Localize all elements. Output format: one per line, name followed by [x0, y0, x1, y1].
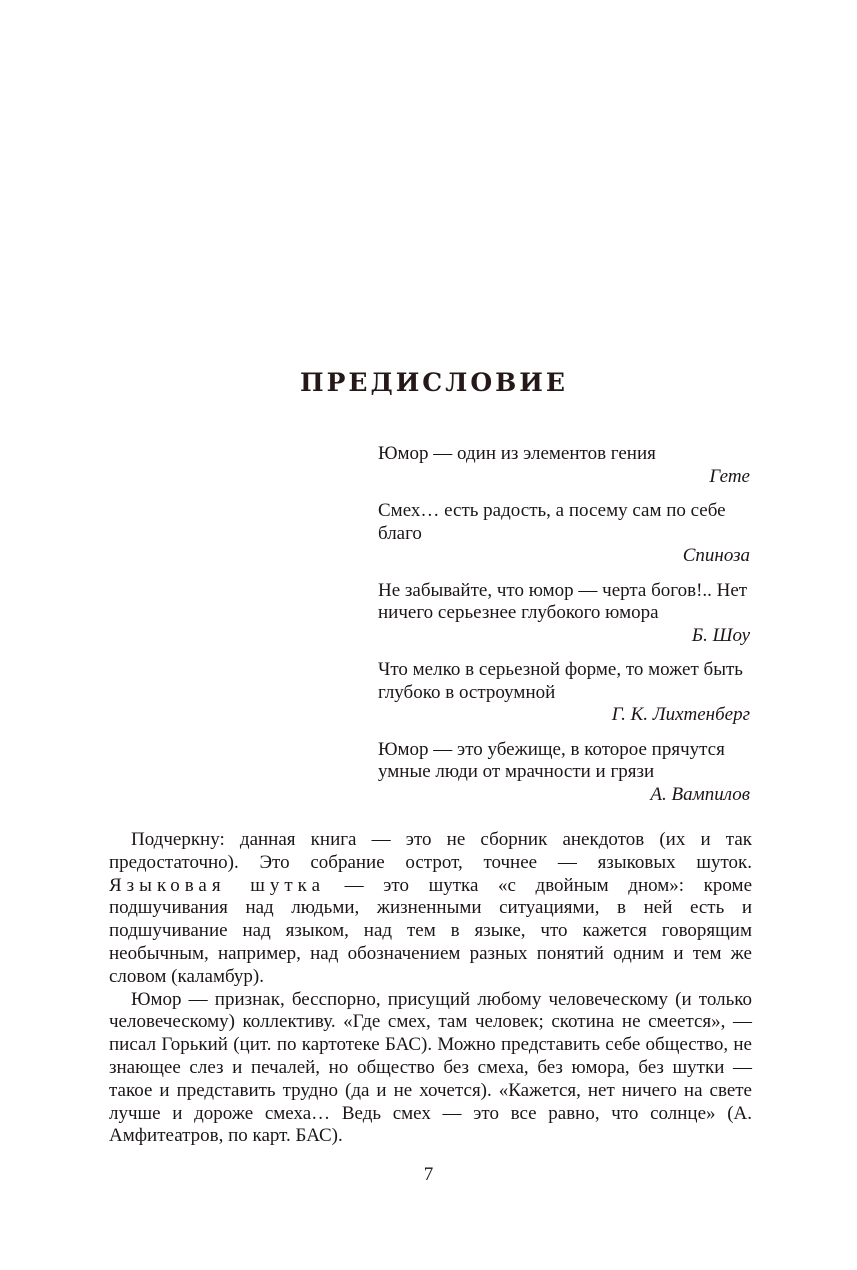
chapter-title: ПРЕДИСЛОВИЕ	[300, 368, 568, 397]
epigraph	[378, 659, 750, 727]
epigraph-author: Гете	[709, 465, 750, 487]
epigraph-author: Спиноза	[682, 545, 750, 566]
epigraph-quote: Что мелко в серьезной форме, то может быть глубоко в остроумной	[378, 659, 743, 703]
epigraph-quote: Юмор — это убежище, в которое прячутся умные люди от мрачности и грязи	[378, 738, 725, 782]
body-paragraph: Юмор — признак, бесспорно, присущий любому человеческому (и только человеческому) коллективу. «Где смех, там человек; скотина не смеется», — писал Горький (цит. по картотеке БАС). Можно представить себе общество, не знающее слез и печалей, но общество без смеха, без юмора, без шутки — такое и представить трудно (да и не хочется). «Кажется, нет ничего на свете лучше и дороже смеха… Ведь смех — это все равно, что солнце» (А. Амфитеатров, по карт. БАС).	[109, 988, 752, 1147]
epigraph-quote: Смех… есть радость, а посему сам по себе благо	[378, 500, 726, 544]
epigraph	[378, 580, 750, 648]
epigraph	[378, 500, 750, 568]
epigraph-author: Б. Шоу	[691, 624, 750, 646]
page-number: 7	[423, 1164, 434, 1185]
body-paragraph	[109, 829, 752, 989]
epigraph-author: А. Вампилов	[650, 783, 750, 805]
body-text	[109, 829, 752, 1148]
paragraph-text: Подчеркну: данная книга — это не сборник анекдотов (их и так предостаточно). Это собрание острот, точнее — языковых шуток.	[109, 829, 752, 873]
epigraph-quote: Не забывайте, что юмор — черта богов!.. Нет ничего серьезнее глубокого юмора	[378, 579, 748, 623]
epigraph-quote: Юмор — один из элементов гения	[378, 443, 656, 464]
paragraph-text: — это шутка «с двойным дном»: кроме подшучивания над людьми, жизненными ситуациями, в ней есть и подшучивание над языком, над тем в языке, что кажется говорящим необычным, например, над обозначением разных понятий одним и тем же словом (каламбур).	[109, 874, 753, 987]
epigraphs	[378, 443, 750, 818]
epigraph	[378, 739, 750, 807]
epigraph	[378, 443, 750, 488]
emphasized-term: Языковая шутка	[109, 874, 326, 896]
epigraph-author: Г. К. Лихтенберг	[611, 704, 750, 725]
